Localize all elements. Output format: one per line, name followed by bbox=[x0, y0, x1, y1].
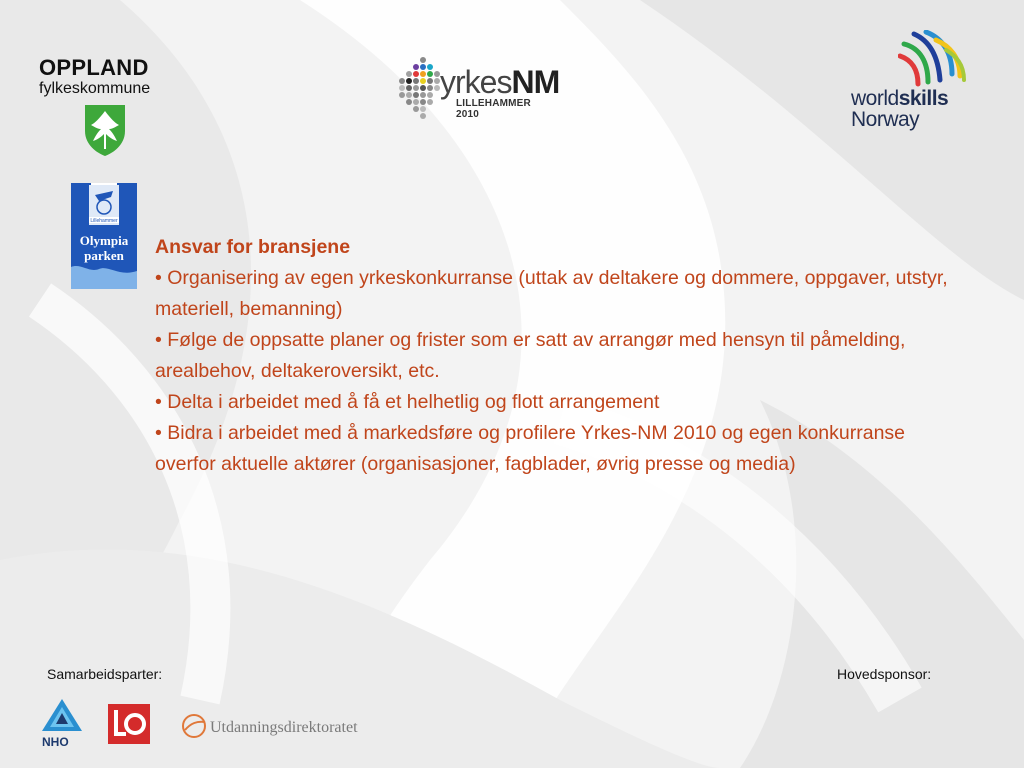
dot-grid-icon bbox=[398, 56, 440, 120]
olympiaparken-logo bbox=[71, 183, 137, 289]
olympiaparken-line1: Olympia bbox=[79, 233, 129, 248]
olympiaparken-line2: parken bbox=[84, 248, 124, 263]
oppland-subtitle: fylkeskommune bbox=[39, 80, 151, 97]
oppland-title: OPPLAND bbox=[39, 55, 149, 80]
nho-label: NHO bbox=[42, 735, 69, 749]
bullet-item: • Følge de oppsatte planer og frister som er satt av arrangør med hensyn til påmelding, arealbehov, deltakeroversikt, etc. bbox=[155, 329, 906, 382]
worldskills-wordmark: worldskills bbox=[851, 87, 949, 110]
svg-text:Lillehammer: Lillehammer bbox=[90, 218, 118, 224]
partners-label: Samarbeidsparter: bbox=[47, 666, 163, 682]
bullet-item: • Organisering av egen yrkeskonkurranse (uttak av deltakere og dommere, oppgaver, utstyr, materiell, bemanning) bbox=[155, 267, 948, 320]
section-heading: Ansvar for bransjene bbox=[155, 236, 351, 258]
sponsor-label: Hovedsponsor: bbox=[837, 666, 932, 682]
worldskills-country: Norway bbox=[851, 108, 920, 131]
yrkesnm-wordmark: yrkesNM bbox=[440, 64, 560, 100]
udir-label: Utdanningsdirektoratet bbox=[210, 719, 358, 736]
nho-logo-icon bbox=[40, 697, 84, 735]
leaf-shield-icon bbox=[83, 103, 127, 157]
responsibilities-text bbox=[155, 232, 955, 480]
color-swirl-icon bbox=[898, 30, 968, 88]
bullet-item: • Delta i arbeidet med å få et helhetlig og flott arrangement bbox=[155, 391, 660, 413]
lo-logo-icon bbox=[108, 704, 150, 744]
udir-logo-icon bbox=[181, 713, 207, 739]
yrkesnm-subtitle: LILLEHAMMER 2010 bbox=[456, 98, 531, 120]
bullet-item: • Bidra i arbeidet med å markedsføre og profilere Yrkes-NM 2010 og egen konkurranse overfor aktuelle aktører (organisasjoner, fagblader, øvrig presse og media) bbox=[155, 422, 906, 475]
